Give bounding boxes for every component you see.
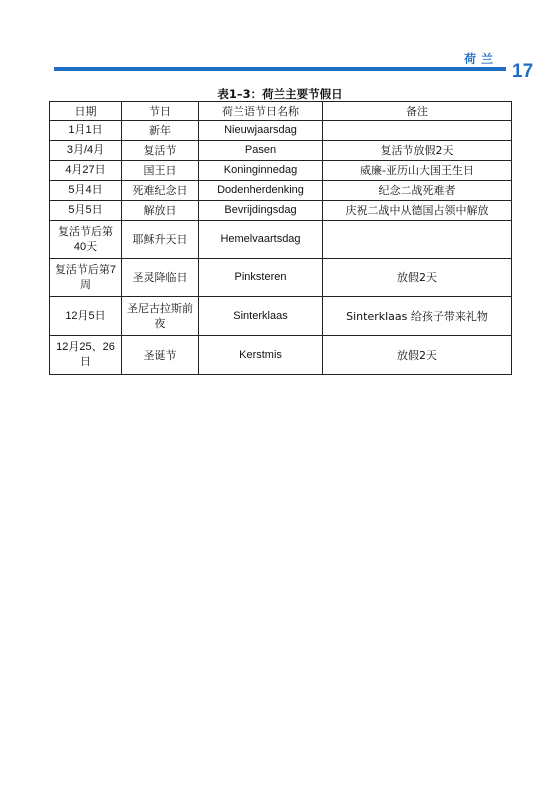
dutch-name-cell: Pasen [199,141,323,161]
page-number: 17 [512,61,534,82]
table-row [50,121,512,141]
column-header-note: 备注 [323,102,512,121]
note-cell: 纪念二战死难者 [323,181,512,201]
date-cell: 12月5日 [50,297,122,336]
date-cell: 3月/4月 [50,141,122,161]
note-cell [323,221,512,259]
column-header-holiday: 节日 [122,102,199,121]
running-header-country: 荷兰 [464,52,499,66]
table-row [50,221,512,259]
holiday-cell: 国王日 [122,161,199,181]
holiday-cell: 耶稣升天日 [122,221,199,259]
dutch-name-cell: Koninginnedag [199,161,323,181]
date-cell: 12月25、26日 [50,336,122,375]
dutch-name-cell: Kerstmis [199,336,323,375]
holidays-table [49,101,512,375]
dutch-name-cell: Bevrijdingsdag [199,201,323,221]
holiday-cell: 圣诞节 [122,336,199,375]
holiday-cell: 解放日 [122,201,199,221]
column-header-dutch-name: 荷兰语节日名称 [199,102,323,121]
table-row [50,141,512,161]
date-cell: 复活节后第7周 [50,259,122,297]
holiday-cell: 新年 [122,121,199,141]
note-cell: 复活节放假2天 [323,141,512,161]
holiday-cell: 复活节 [122,141,199,161]
table-row [50,161,512,181]
date-cell: 5月5日 [50,201,122,221]
table-row [50,201,512,221]
dutch-name-cell: Pinksteren [199,259,323,297]
holiday-cell: 死难纪念日 [122,181,199,201]
column-header-date: 日期 [50,102,122,121]
table-row [50,336,512,375]
table-row [50,297,512,336]
header-rule [54,67,506,71]
dutch-name-cell: Hemelvaartsdag [199,221,323,259]
table-header-row [50,102,512,121]
holiday-cell: 圣尼古拉斯前夜 [122,297,199,336]
date-cell: 1月1日 [50,121,122,141]
dutch-name-cell: Sinterklaas [199,297,323,336]
table-row [50,181,512,201]
holiday-cell: 圣灵降临日 [122,259,199,297]
dutch-name-cell: Nieuwjaarsdag [199,121,323,141]
note-cell: Sinterklaas 给孩子带来礼物 [323,297,512,336]
note-cell: 放假2天 [323,336,512,375]
dutch-name-cell: Dodenherdenking [199,181,323,201]
note-cell: 庆祝二战中从德国占领中解放 [323,201,512,221]
date-cell: 复活节后第40天 [50,221,122,259]
note-cell: 威廉-亚历山大国王生日 [323,161,512,181]
date-cell: 5月4日 [50,181,122,201]
date-cell: 4月27日 [50,161,122,181]
note-cell [323,121,512,141]
note-cell: 放假2天 [323,259,512,297]
table-row [50,259,512,297]
table-caption: 表1–3：荷兰主要节假日 [217,87,343,101]
